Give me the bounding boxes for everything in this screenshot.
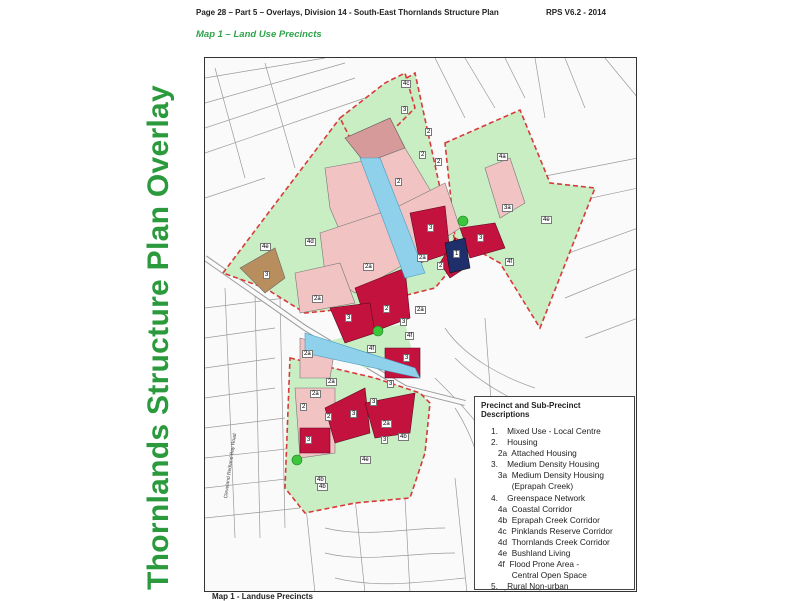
legend-item: 4e Bushland Living bbox=[491, 548, 571, 559]
zone-label: 4e bbox=[543, 217, 550, 223]
zone-label: 4e bbox=[362, 457, 369, 463]
zone-label: 3 bbox=[372, 399, 376, 405]
zone-label: 3 bbox=[405, 355, 409, 361]
zone-label: 4f bbox=[407, 333, 413, 339]
road-label: Cleveland Redland Bay Road bbox=[223, 433, 239, 499]
zone-label: 2a bbox=[417, 307, 424, 313]
legend-item: 2. Housing bbox=[491, 437, 538, 448]
zone-label: 2 bbox=[302, 404, 306, 410]
zone-label: 2 bbox=[385, 306, 389, 312]
legend-item: Central Open Space bbox=[491, 570, 587, 581]
map-caption: Map 1 - Landuse Precincts bbox=[212, 592, 313, 601]
legend-item: 3. Medium Density Housing bbox=[491, 459, 600, 470]
map-title: Map 1 – Land Use Precincts bbox=[196, 29, 322, 40]
zone-label: 2a bbox=[304, 351, 311, 357]
legend-item: 4f Flood Prone Area - bbox=[491, 559, 580, 570]
zone-label: 2a bbox=[312, 391, 319, 397]
header-version: RPS V6.2 - 2014 bbox=[545, 8, 606, 17]
zone-label: 3 bbox=[403, 107, 407, 113]
zone-label: 3 bbox=[265, 272, 269, 278]
zone-label: 4f bbox=[507, 259, 513, 265]
legend-item: 4a Coastal Corridor bbox=[491, 503, 573, 514]
zone-label: 2 bbox=[397, 179, 401, 185]
zone-label: 2 bbox=[421, 152, 425, 158]
zone-label: 4d bbox=[307, 239, 314, 245]
zone-label: 3 bbox=[347, 315, 351, 321]
zone-label: 3 bbox=[352, 411, 356, 417]
legend-title: Precinct and Sub-Precinct Descriptions bbox=[481, 401, 581, 419]
zone-label: 1 bbox=[455, 251, 459, 257]
legend-item: 3a Medium Density Housing bbox=[491, 470, 604, 481]
zone-label: 3 bbox=[383, 437, 387, 443]
zone-label: 2a bbox=[383, 421, 390, 427]
zone-label: 3 bbox=[389, 381, 393, 387]
header-left-text: Page 28 – Part 5 – Overlays, Division 14 - South-East Thornlands Structure Plan bbox=[196, 8, 499, 17]
zone-label: 2a bbox=[419, 255, 426, 261]
zone-label: 3 bbox=[402, 319, 406, 325]
zone-label: 2a bbox=[314, 296, 321, 302]
zone-label: 4c bbox=[403, 81, 410, 87]
legend-item: 4. Greenspace Network bbox=[491, 492, 586, 503]
legend-item: 4b Eprapah Creek Corridor bbox=[491, 514, 600, 525]
legend-item: 1. Mixed Use - Local Centre bbox=[491, 426, 601, 436]
legend-item: 4d Thornlands Creek Corridor bbox=[491, 536, 610, 547]
legend-item: 2a Attached Housing bbox=[491, 448, 577, 459]
zone-label: 2 bbox=[439, 263, 443, 269]
zone-label: 4b bbox=[319, 484, 326, 490]
zone-label: 4f bbox=[369, 346, 375, 352]
zone-label: 2 bbox=[427, 129, 431, 135]
map-legend bbox=[474, 396, 635, 590]
zone-label: 3 bbox=[429, 225, 433, 231]
legend-item: 5. Rural Non-urban bbox=[491, 581, 569, 592]
zone-label: 4e bbox=[262, 244, 269, 250]
zone-label: 2 bbox=[327, 414, 331, 420]
zone-label: 3 bbox=[307, 437, 311, 443]
zone-label: 3a bbox=[504, 205, 511, 211]
zone-label: 2a bbox=[328, 379, 335, 385]
zone-label: 4a bbox=[499, 154, 506, 160]
side-title: Thornlands Structure Plan Overlay bbox=[142, 84, 175, 590]
zone-label: 3 bbox=[479, 235, 483, 241]
zone-label: 4b bbox=[317, 477, 324, 483]
legend-item: (Eprapah Creek) bbox=[491, 481, 574, 492]
zone-label: 4b bbox=[400, 434, 407, 440]
legend-item: 4c Pinklands Reserve Corridor bbox=[491, 525, 613, 536]
zone-label: 2 bbox=[437, 159, 441, 165]
zone-label: 2a bbox=[365, 264, 372, 270]
